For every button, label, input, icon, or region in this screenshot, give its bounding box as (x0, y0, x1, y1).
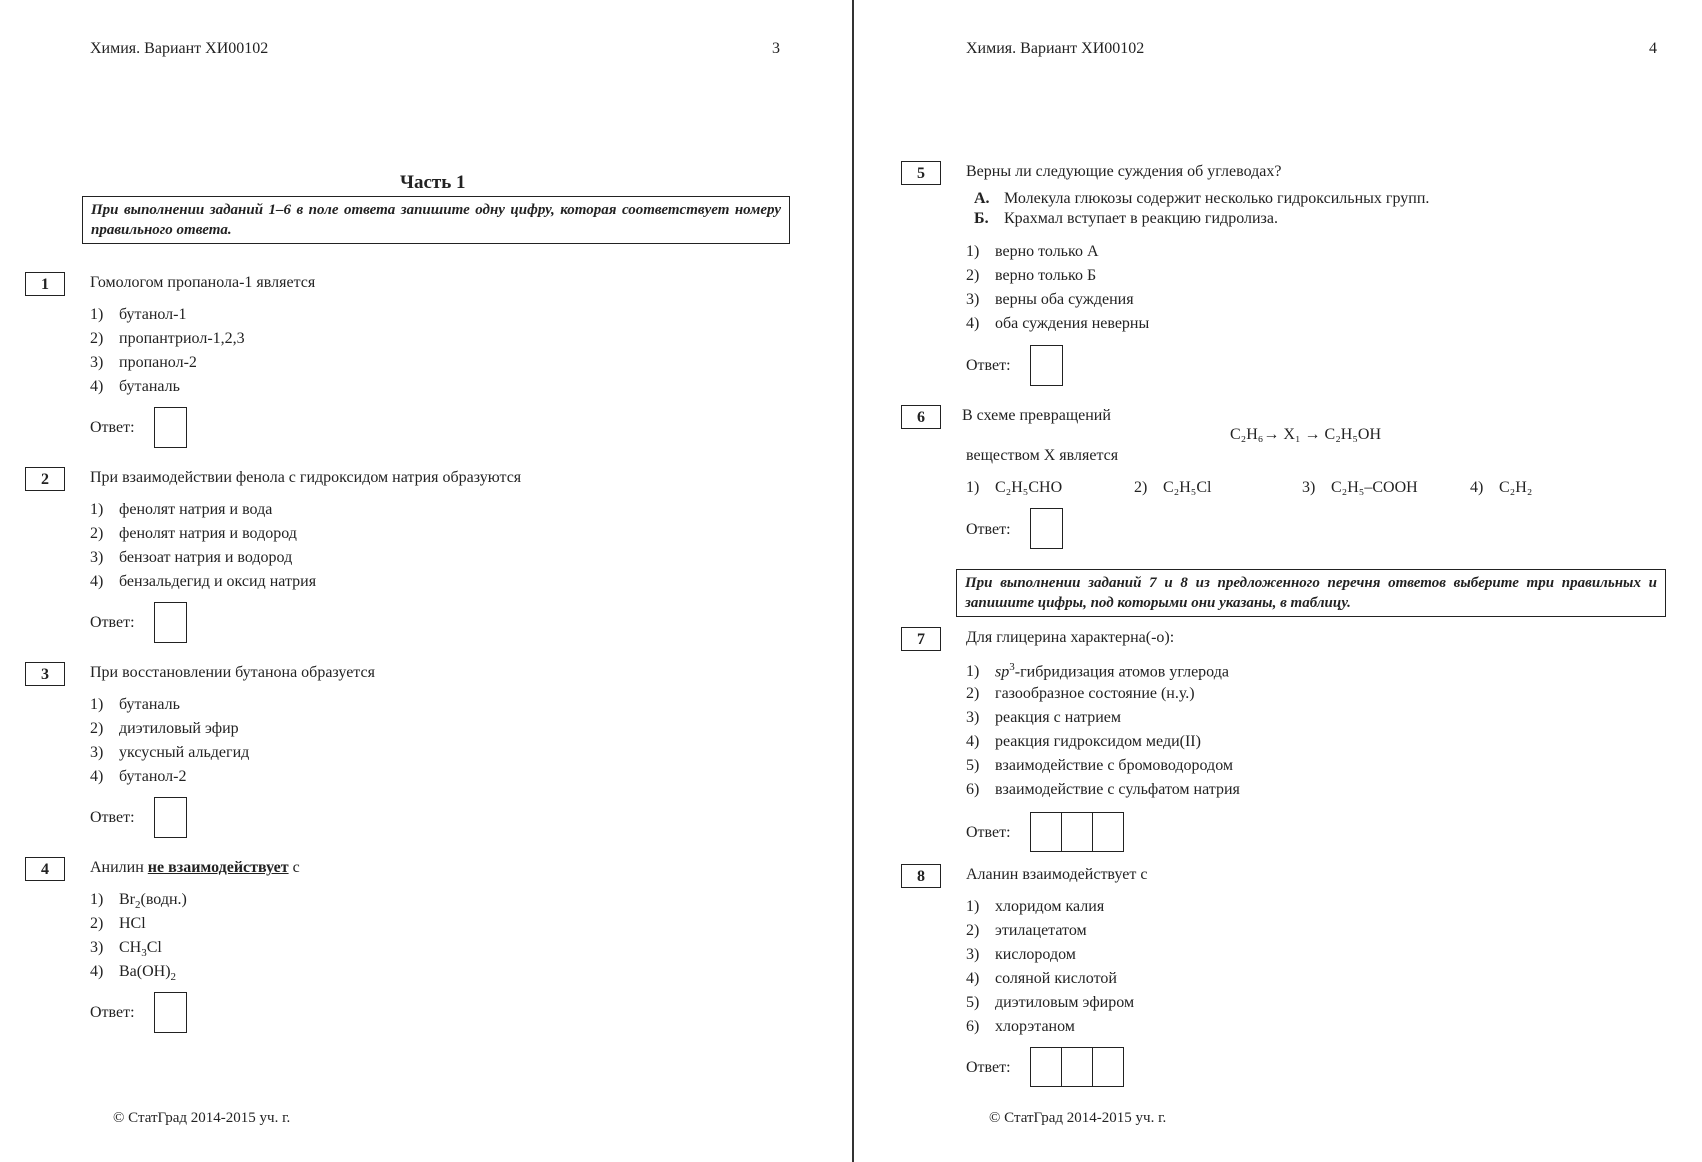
option: 1) верно только А (966, 243, 1099, 260)
answer-box[interactable] (154, 407, 187, 448)
option: 2) пропантриол-1,2,3 (90, 330, 245, 347)
answer-cell[interactable] (1092, 1047, 1124, 1087)
answer-box[interactable] (154, 992, 187, 1033)
answer-table (1030, 1047, 1123, 1087)
question-number: 1 (25, 272, 65, 296)
option: 5) взаимодействие с бромоводородом (966, 757, 1234, 774)
answer-label: Ответ: (90, 614, 135, 631)
option: 1) бутаналь (90, 696, 180, 713)
option: 1) $sp^3$-гибридизация атомов углерода (966, 661, 1229, 681)
option: 1) хлоридом калия (966, 898, 1105, 915)
option: 2) верно только Б (966, 267, 1097, 284)
option: 6) хлорэтаном (966, 1018, 1075, 1035)
question-text: При взаимодействии фенола с гидроксидом натрия образуются (90, 469, 522, 486)
instruction-box: При выполнении заданий 7 и 8 из предложенного перечня ответов выберите три правильных и запишите цифры, под которыми они указаны, в таблицу. (956, 569, 1666, 617)
footer: © СтатГрад 2014-2015 уч. г. (989, 1110, 1167, 1126)
option: 2) фенолят натрия и водород (90, 525, 297, 542)
option: 2) диэтиловый эфир (90, 720, 239, 737)
question-number: 4 (25, 857, 65, 881)
option: 3) кислородом (966, 946, 1076, 963)
question-number: 2 (25, 467, 65, 491)
option: 6) взаимодействие с сульфатом натрия (966, 781, 1240, 798)
answer-label: Ответ: (90, 1004, 135, 1021)
answer-table (1030, 812, 1123, 852)
option: 4) оба суждения неверны (966, 315, 1150, 332)
answer-box[interactable] (154, 797, 187, 838)
option: 3) C₂H₅–COOH (1302, 479, 1418, 496)
answer-cell[interactable] (1030, 812, 1062, 852)
page-4 (856, 0, 1702, 1162)
transformation-scheme: C₂H₆→ X₁ → C₂H₅OH (1230, 426, 1382, 443)
question-number: 3 (25, 662, 65, 686)
option: 3) верны оба суждения (966, 291, 1134, 308)
option: 2) HCl (90, 915, 146, 932)
answer-cell[interactable] (1092, 812, 1124, 852)
option: 2) C₂H₅Cl (1134, 479, 1212, 496)
option: 2) этилацетатом (966, 922, 1087, 939)
statement: А. Молекула глюкозы содержит несколько гидроксильных групп. (974, 190, 1430, 207)
question-text: Аланин взаимодействует с (966, 866, 1148, 883)
option: 3) уксусный альдегид (90, 744, 250, 761)
answer-box[interactable] (1030, 345, 1063, 386)
question-text: При восстановлении бутанона образуется (90, 664, 375, 681)
option: 2) газообразное состояние (н.у.) (966, 685, 1195, 702)
question-text: Анилин не взаимодействует с (90, 859, 300, 876)
page-header: Химия. Вариант ХИ00102 (90, 40, 269, 57)
question-text: Для глицерина характерна(-о): (966, 629, 1175, 646)
instruction-box: При выполнении заданий 1–6 в поле ответа запишите одну цифру, которая соответствует номеру правильного ответа. (82, 196, 790, 244)
question-text: Верны ли следующие суждения об углеводах? (966, 163, 1282, 180)
question-number: 8 (901, 864, 941, 888)
answer-label: Ответ: (966, 357, 1011, 374)
question-text: В схеме превращений (962, 407, 1111, 424)
option: 1) бутанол-1 (90, 306, 187, 323)
option: 4) C₂H₂ (1470, 479, 1533, 496)
question-text-continued: веществом X является (966, 447, 1119, 464)
option: 4) бутаналь (90, 378, 180, 395)
option: 4) соляной кислотой (966, 970, 1117, 987)
answer-cell[interactable] (1061, 1047, 1093, 1087)
option: 3) $CH_3Cl$ (90, 939, 162, 960)
option: 3) бензоат натрия и водород (90, 549, 293, 566)
option: 4) бутанол-2 (90, 768, 187, 785)
question-number: 7 (901, 627, 941, 651)
answer-label: Ответ: (966, 824, 1011, 841)
emphasis: не взаимодействует (147, 859, 289, 876)
page-header: Химия. Вариант ХИ00102 (966, 40, 1145, 57)
option: 5) диэтиловым эфиром (966, 994, 1135, 1011)
answer-cell[interactable] (1030, 1047, 1062, 1087)
page-divider (852, 0, 854, 1162)
answer-label: Ответ: (966, 521, 1011, 538)
option: 1) фенолят натрия и вода (90, 501, 273, 518)
question-text: Гомологом пропанола-1 является (90, 274, 316, 291)
answer-label: Ответ: (966, 1059, 1011, 1076)
page-number: 3 (772, 40, 780, 57)
answer-cell[interactable] (1061, 812, 1093, 852)
answer-label: Ответ: (90, 809, 135, 826)
statement: Б. Крахмал вступает в реакцию гидролиза. (974, 210, 1278, 227)
option: 4) $Ba(OH)_2$ (90, 963, 177, 984)
option: 1) $Br_2(водн.)$ (90, 891, 187, 912)
answer-label: Ответ: (90, 419, 135, 436)
option: 1) C₂H₅CHO (966, 479, 1063, 496)
option: 4) реакция гидроксидом меди(II) (966, 733, 1201, 750)
option: 4) бензальдегид и оксид натрия (90, 573, 317, 590)
part-title: Часть 1 (400, 172, 466, 193)
answer-box[interactable] (154, 602, 187, 643)
option: 3) реакция с натрием (966, 709, 1121, 726)
question-number: 6 (901, 405, 941, 429)
page-number: 4 (1649, 40, 1657, 57)
option: 3) пропанол-2 (90, 354, 197, 371)
question-number: 5 (901, 161, 941, 185)
answer-box[interactable] (1030, 508, 1063, 549)
page-3 (0, 0, 850, 1162)
footer: © СтатГрад 2014-2015 уч. г. (113, 1110, 291, 1126)
